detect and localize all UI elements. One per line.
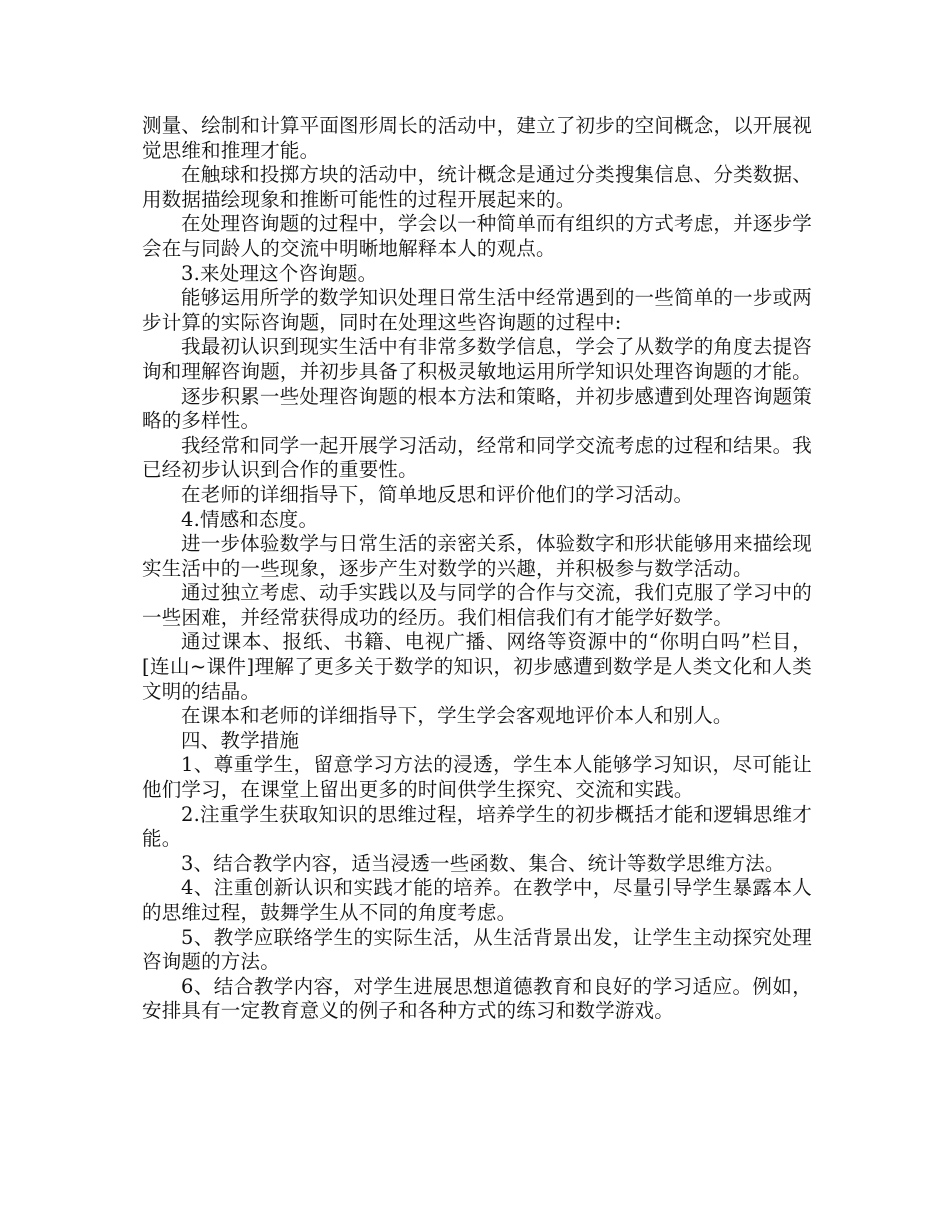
paragraph: 在老师的详细指导下，简单地反思和评价他们的学习活动。 — [181, 482, 694, 506]
list-item: 4、注重创新认识和实践才能的培养。在教学中，尽量引导学生暴露本人的思维过程，鼓舞学生从不同的角度考虑。 — [142, 876, 812, 924]
list-item: 5、教学应联络学生的实际生活，从生活背景出发，让学生主动探究处理咨询题的方法。 — [142, 925, 812, 974]
paragraph: 我经常和同学一起开展学习活动，经常和同学交流考虑的过程和结果。我已经初步认识到合作的重要性。 — [142, 433, 812, 482]
paragraph: 在触球和投掷方块的活动中，统计概念是通过分类搜集信息、分类数据、用数据描绘现象和推断可能性的过程开展起来的。 — [142, 163, 812, 211]
paragraph: 我最初认识到现实生活中有非常多数学信息，学会了从数学的角度去提咨询和理解咨询题，并初步具备了积极灵敏地运用所学知识处理咨询题的才能。 — [142, 335, 812, 383]
section-heading: 四、教学措施 — [181, 728, 300, 752]
paragraph: 通过课本、报纸、书籍、电视广播、网络等资源中的“你明白吗”栏目，[连山~课件]理解了更多关于数学的知识，初步感遭到数学是人类文化和人类文明的结晶。 — [142, 630, 812, 703]
section-heading: 3.来处理这个咨询题。 — [181, 261, 378, 285]
document-page — [142, 114, 812, 1024]
list-item: 6、结合教学内容，对学生进展思想道德教育和良好的学习适应。例如，安排具有一定教育意义的例子和各种方式的练习和数学游戏。 — [142, 974, 812, 1023]
paragraph: 进一步体验数学与日常生活的亲密关系，体验数字和形状能够用来描绘现实生活中的一些现象，逐步产生对数学的兴趣，并积极参与数学活动。 — [142, 532, 812, 580]
list-item: 3、结合教学内容，适当浸透一些函数、集合、统计等数学思维方法。 — [181, 851, 785, 875]
list-item: 1、尊重学生，留意学习方法的浸透，学生本人能够学习知识，尽可能让他们学习，在课堂上留出更多的时间供学生探究、交流和实践。 — [142, 753, 812, 802]
paragraph: 能够运用所学的数学知识处理日常生活中经常遇到的一些简单的一步或两步计算的实际咨询题，同时在处理这些咨询题的过程中: — [142, 286, 812, 334]
paragraph: 逐步积累一些处理咨询题的根本方法和策略，并初步感遭到处理咨询题策略的多样性。 — [142, 384, 812, 433]
paragraph: 通过独立考虑、动手实践以及与同学的合作与交流，我们克服了学习中的一些困难，并经常获得成功的经历。我们相信我们有才能学好数学。 — [142, 581, 812, 629]
section-heading: 4.情感和态度。 — [181, 507, 319, 531]
paragraph: 在课本和老师的详细指导下，学生学会客观地评价本人和别人。 — [181, 704, 733, 728]
paragraph: 在处理咨询题的过程中，学会以一种简单而有组织的方式考虑，并逐步学会在与同龄人的交流中明晰地解释本人的观点。 — [142, 212, 812, 260]
list-item: 2.注重学生获取知识的思维过程，培养学生的初步概括才能和逻辑思维才能。 — [142, 802, 812, 851]
paragraph: 测量、绘制和计算平面图形周长的活动中，建立了初步的空间概念，以开展视觉思维和推理才能。 — [142, 114, 812, 162]
